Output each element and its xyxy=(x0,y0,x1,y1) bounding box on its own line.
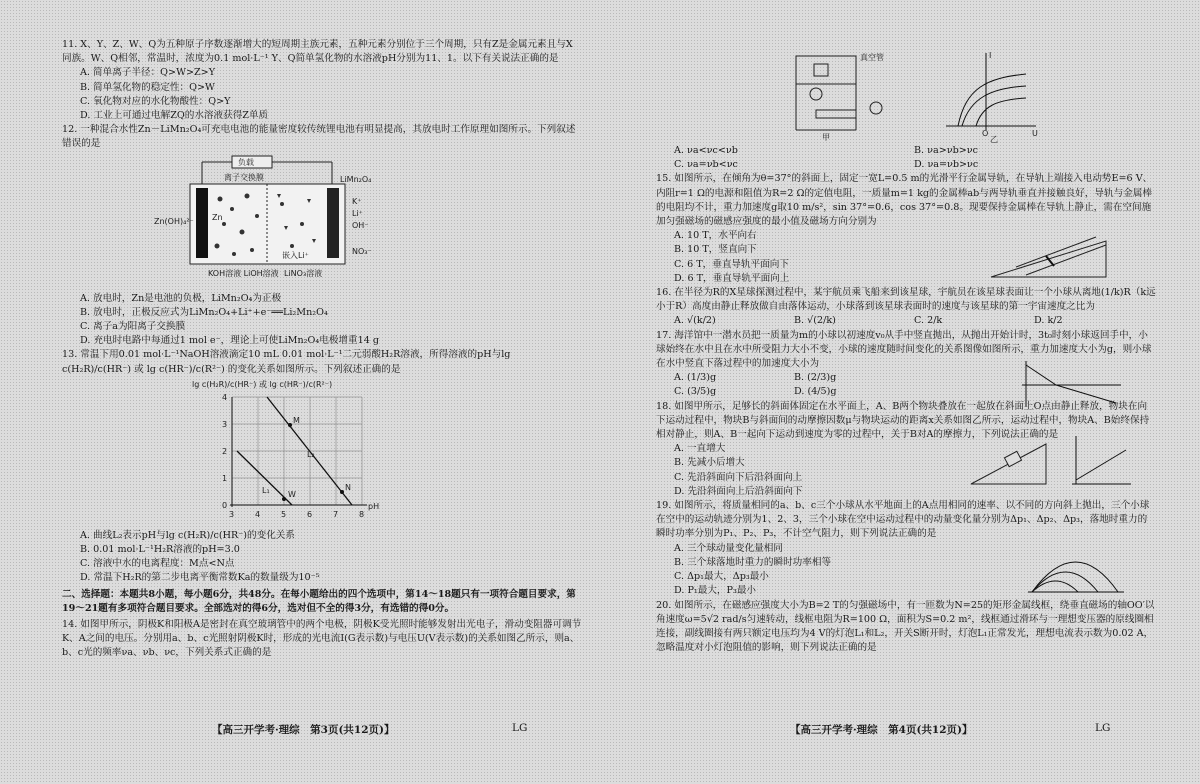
fig-yi: 乙 xyxy=(990,135,998,144)
oh-ion-label: OH⁻ xyxy=(352,220,369,230)
xtick-3: 3 xyxy=(229,509,235,519)
q17-option-c: C. (3/5)g xyxy=(674,386,717,398)
q17-options xyxy=(656,371,1156,399)
q16-option-b: B. √(2/k) xyxy=(794,315,836,327)
axis-i: I xyxy=(989,51,992,60)
q17-option-d: D. (4/5)g xyxy=(794,386,837,398)
right-solution-label: LiNO₃溶液 xyxy=(284,268,323,278)
axis-o: O xyxy=(982,129,989,138)
q14-option-b: B. νa>νb>νc xyxy=(914,145,978,156)
q13-option-a: A. 曲线L₂表示pH与lg c(H₂R)/c(HR⁻)的变化关系 xyxy=(80,529,295,541)
q14-option-c: C. νa=νb<νc xyxy=(674,159,738,171)
q13-option-d: D. 常温下H₂R的第二步电离平衡常数Ka的数量级为10⁻⁵ xyxy=(80,572,320,584)
q16-stem: 16. 在半径为R的X星球探测过程中，某宇航员乘飞船来到该星球，宇航员在该星球表面让一个小球从离地(1/k)R（k远小于R）高度由静止释放做自由落体运动，小球落到该星球表面时的速度与该星球的第一宇宙速度之比为 xyxy=(656,287,1156,313)
point-w xyxy=(282,497,286,501)
q17-stem: 17. 海洋馆中一潜水员把一质量为m的小球以初速度v₀从手中竖直抛出，从抛出开始计时，3t₀时刻小球返回手中，小球始终在水中且在水中所受阻力大小不变，小球的速度随时间变化的关系图像如图所示，重力加速度大小为g，则小球在水中竖直下落过程中的加速度大小为 xyxy=(656,329,1152,370)
membrane-label: 离子交换膜 xyxy=(224,172,264,182)
footer-page-4 xyxy=(790,722,1111,737)
left-solution-label: KOH溶液 LiOH溶液 xyxy=(208,268,279,278)
label-w: W xyxy=(288,489,296,499)
photoelectric-circuit xyxy=(786,48,1086,142)
znoh-label: Zn(OH)₄²⁻ xyxy=(154,216,194,226)
q11-stem: 11. X、Y、Z、W、Q为五种原子序数逐渐增大的短周期主族元素，五种元素分别位于三个周期，只有Z是金属元素且与X同族。W、Q相邻，常温时，浓度为0.1 mol·L⁻¹ Y、Q简单氢化物的水溶液pH分别为11、1。以下有关说法正确的是 xyxy=(62,39,573,65)
q14-figure-area xyxy=(656,48,1156,144)
ph-chart xyxy=(192,377,432,527)
q19-option-a: A. 三个球动量变化量相同 xyxy=(674,542,783,554)
q11-option-d: D. 工业上可通过电解ZQ的水溶液获得Z单质 xyxy=(80,110,269,122)
footer-page-3-text: 【高三开学考·理综 第3页(共12页)】 xyxy=(212,724,395,736)
xtick-6: 6 xyxy=(307,509,313,519)
ph-chart-ylabel: lg c(H₂R)/c(HR⁻) 或 lg c(HR⁻)/c(R²⁻) xyxy=(192,379,333,389)
load-label: 负载 xyxy=(238,157,254,167)
q18-option-b: B. 先减小后增大 xyxy=(674,457,745,469)
q17-option-b: B. (2/3)g xyxy=(794,372,837,384)
xtick-7: 7 xyxy=(333,509,339,519)
tube-label: 真空管 xyxy=(860,53,884,62)
q14-options-row-2 xyxy=(656,158,1156,172)
q19-option-b: B. 三个球落地时重力的瞬时功率相等 xyxy=(674,556,832,568)
q19-option-c: C. Δp₁最大，Δp₃最小 xyxy=(674,571,769,583)
q16-option-a: A. √(k/2) xyxy=(674,315,716,327)
q15-option-c: C. 6 T，垂直导轨平面向下 xyxy=(674,258,789,270)
q16-option-c: C. 2/k xyxy=(914,315,943,327)
li-pass-label: 嵌入Li⁺ xyxy=(282,250,309,260)
point-m xyxy=(288,423,292,427)
page-3 xyxy=(62,38,582,661)
q15-option-d: D. 6 T，垂直导轨平面向上 xyxy=(674,272,790,284)
q14-option-a: A. νa<νc<νb xyxy=(674,145,738,156)
label-l1: L₁ xyxy=(262,485,270,495)
ytick-3: 3 xyxy=(222,419,228,429)
q12-option-a: A. 放电时，Zn是电池的负极，LiMn₂O₄为正极 xyxy=(80,292,282,304)
ytick-4: 4 xyxy=(222,392,228,402)
q12-option-d: D. 充电时电路中每通过1 mol e⁻，理论上可使LiMn₂O₄电极增重14 g xyxy=(80,335,380,347)
zn-label: Zn xyxy=(212,212,223,222)
xtick-8: 8 xyxy=(359,509,365,519)
q12-stem: 12. 一种混合水性Zn－LiMn₂O₄可充电电池的能量密度较传统锂电池有明显提高，其放电时工作原理如图所示。下列叙述错误的是 xyxy=(62,124,576,150)
ph-chart-xlabel: pH xyxy=(368,501,380,511)
page-4 xyxy=(656,48,1156,655)
q14-option-d: D. νa=νb>νc xyxy=(914,159,979,171)
q15-options xyxy=(656,229,1156,286)
q18-stem: 18. 如图甲所示，足够长的斜面体固定在水平面上，A、B两个物块叠放在一起放在斜面上O点由静止释放，物块在向下运动过程中，物块B与斜面间的动摩擦因数μ与物块运动的距离x关系如图乙所示，运动过程中，物块A、B始终保持相对静止，则A、B一起向下运动到速度为零的过程中，关于B对A的摩擦力，下列说法正确的是 xyxy=(656,400,1150,441)
footer-page-4-tag: LG xyxy=(1095,722,1111,734)
q17-option-a: A. (1/3)g xyxy=(674,372,717,384)
q18-option-a: A. 一直增大 xyxy=(674,443,726,455)
q18-option-d: D. 先沿斜面向上后沿斜面向下 xyxy=(674,485,803,497)
q13-stem: 13. 常温下用0.01 mol·L⁻¹NaOH溶液滴定10 mL 0.01 mol·L⁻¹二元弱酸H₂R溶液，所得溶液的pH与lg c(H₂R)/c(HR⁻) 或 lg c(HR⁻)/c(R²⁻) 的变化关系如图所示。下列叙述正确的是 xyxy=(62,349,511,375)
q13-option-c: C. 溶液中水的电离程度：M点<N点 xyxy=(80,558,235,570)
axis-u: U xyxy=(1032,129,1038,138)
footer-page-3-tag: LG xyxy=(512,722,528,734)
velocity-time-graph xyxy=(1016,359,1126,409)
section-2-heading: 二、选择题：本题共8小题，每小题6分，共48分。在每小题给出的四个选项中，第14～18题只有一项符合题目要求，第19～21题有多项符合题目要求。全部选对的得6分，选对但不全的得3分，有选错的得0分。 xyxy=(62,588,576,614)
q20-stem: 20. 如图所示，在磁感应强度大小为B=2 T的匀强磁场中，有一匝数为N=25的矩形金属线框，绕垂直磁场的轴OO′以角速度ω=5√2 rad/s匀速转动，线框电阻为R=100 Ω，面积为S=0.2 m²，线框通过滑环与一理想变压器的原线圈相连接，副线圈接有两只额定电压均为4 V的灯泡L₁和L₂，开关S断开时，灯泡L₁正常发光，理想电流表示数为0.02 A，忽略温度对小灯泡阻值的影响，则下列说法正确的是 xyxy=(656,599,1155,654)
q16-option-d: D. k/2 xyxy=(1034,315,1063,327)
q19-stem: 19. 如图所示，将质量相同的a、b、c三个小球从水平地面上的A点用相同的速率、以不同的方向斜上抛出，三个小球在空中的运动轨迹分别为1、2、3，三个小球在空中运动过程中的动量变化量分别为Δp₁、Δp₂、Δp₃，落地时重力的瞬时功率分别为P₁、P₂、P₃，不计空气阻力，则下列说法正确的是 xyxy=(656,500,1150,540)
k-ion-label: K⁺ xyxy=(352,196,362,206)
incline-rails-figure xyxy=(986,231,1116,281)
q11-option-b: B. 简单氢化物的稳定性：Q>W xyxy=(80,81,215,93)
q12-option-b: B. 放电时，正极反应式为LiMn₂O₄+Li⁺+e⁻══Li₂Mn₂O₄ xyxy=(80,306,328,318)
ytick-2: 2 xyxy=(222,446,228,456)
xtick-5: 5 xyxy=(281,509,287,519)
q16-options xyxy=(656,314,1156,328)
ytick-1: 1 xyxy=(222,473,228,483)
fig-jia: 甲 xyxy=(822,133,830,142)
q12-option-c: C. 离子a为阳离子交换膜 xyxy=(80,321,186,333)
q11-option-a: A. 简单离子半径：Q>W>Z>Y xyxy=(80,67,216,79)
q14-options-row-1 xyxy=(656,144,1156,158)
q18-option-c: C. 先沿斜面向下后沿斜面向上 xyxy=(674,471,803,483)
label-m: M xyxy=(293,415,300,425)
q11-option-c: C. 氧化物对应的水化物酸性：Q>Y xyxy=(80,95,231,107)
footer-page-3 xyxy=(212,722,528,737)
q19-options xyxy=(656,542,1156,599)
no3-ion-label: NO₃⁻ xyxy=(352,246,372,256)
q13-option-b: B. 0.01 mol·L⁻¹H₂R溶液的pH=3.0 xyxy=(80,544,240,556)
q14-stem: 14. 如图甲所示，阴极K和阳极A是密封在真空玻璃管中的两个电极，阴极K受光照时能够发射出光电子，滑动变阻器可调节K、A之间的电压。分别用a、b、c光照射阴极K时，形成的光电流I(G表示数)与电压U(V表示数)的关系如图乙所示，则a、b、c光的频率νa、νb、νc，下列关系式正确的是 xyxy=(62,619,582,659)
q15-option-a: A. 10 T，水平向右 xyxy=(674,230,757,242)
xtick-4: 4 xyxy=(255,509,261,519)
q13-figure-area xyxy=(62,377,582,529)
q12-figure-area xyxy=(62,152,582,292)
label-n: N xyxy=(345,482,351,492)
li-ion-label: Li⁺ xyxy=(352,208,363,218)
label-l2: L₂ xyxy=(307,449,315,459)
q19-option-d: D. P₁最大，P₃最小 xyxy=(674,585,757,597)
q15-stem: 15. 如图所示，在倾角为θ=37°的斜面上，固定一宽L=0.5 m的光滑平行金属导轨，在导轨上端接入电动势E=6 V、内阻r=1 Ω的电源和阻值为R=2 Ω的定值电阻，一质量m=1 kg的金属棒ab与两导轨垂直并接触良好，导轨与金属棒的电阻均不计，重力加速度g取10 m/s²，sin 37°=0.6，cos 37°=0.8。现要保持金属棒在导轨上静止，需在空间施加匀强磁场的磁感应强度的最小值及磁场方向分别为 xyxy=(656,173,1153,228)
point-n xyxy=(340,490,344,494)
q15-option-b: B. 10 T，竖直向下 xyxy=(674,244,757,256)
battery-diagram xyxy=(154,154,462,292)
ytick-0: 0 xyxy=(222,500,228,510)
limn-label: LiMn₂O₄ xyxy=(340,174,372,184)
footer-page-4-text: 【高三开学考·理综 第4页(共12页)】 xyxy=(790,724,973,736)
q18-options xyxy=(656,442,1156,499)
incline-blocks-figure xyxy=(966,432,1136,488)
projectile-trajectories-figure xyxy=(1026,542,1126,596)
